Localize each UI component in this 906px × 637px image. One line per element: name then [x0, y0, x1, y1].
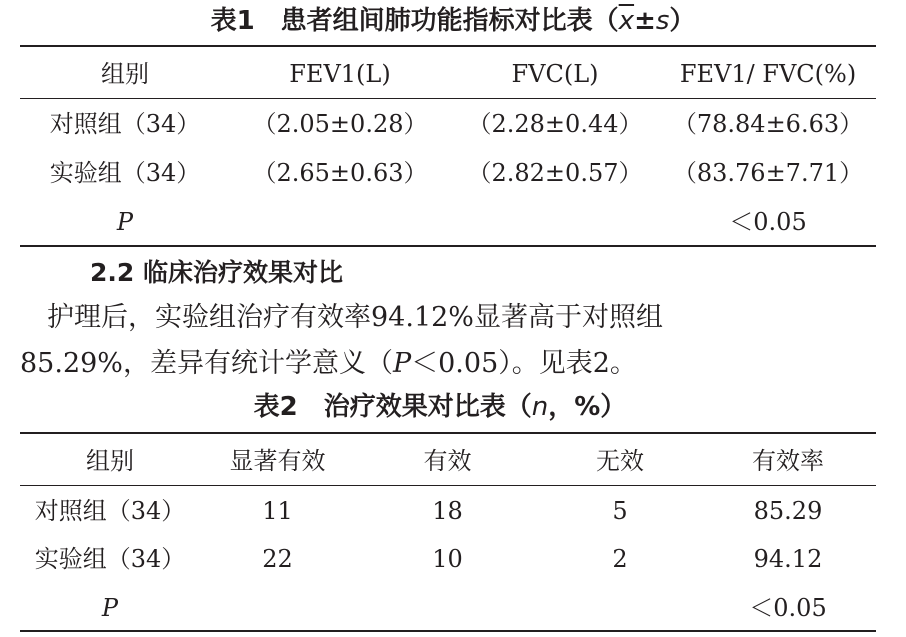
table1-row2-ratio: （83.76±7.71） — [672, 159, 864, 187]
table2-row2-ineffective: 2 — [612, 545, 628, 573]
table2-title — [0, 390, 880, 424]
table2-row1-group: 对照组（34） — [34, 497, 186, 525]
table1-row2-fev1: （2.65±0.63） — [252, 159, 428, 187]
table1-bottom-rule — [20, 245, 876, 247]
table2-p-label: P — [101, 594, 119, 622]
table2-row2-effective: 10 — [432, 545, 463, 573]
table2-bottom-rule — [20, 630, 876, 632]
table2-title-close: ，%） — [548, 392, 627, 422]
table2-row1-ineffective: 5 — [612, 497, 628, 525]
table2-row1-rate: 85.29 — [753, 497, 823, 525]
table1-row2-fvc: （2.82±0.57） — [467, 159, 643, 187]
table2-row1-effective: 18 — [432, 497, 463, 525]
table2-row2-rate: 94.12 — [753, 545, 823, 573]
table1-top-rule — [20, 45, 876, 47]
table1-row1-group: 对照组（34） — [49, 110, 201, 138]
table2-header-marked: 显著有效 — [229, 447, 326, 475]
table1-title-text: 表1 患者组间肺功能指标对比表（ — [210, 6, 619, 36]
table1-title-plusminus: ± — [634, 6, 656, 36]
table2-row2-marked: 22 — [262, 545, 293, 573]
paragraph-line-2 — [20, 342, 890, 386]
table2-header-rate: 有效率 — [752, 447, 824, 475]
table1-title-mean-symbol: $\overline{x}$ — [618, 6, 635, 36]
section-heading: 2.2 临床治疗效果对比 — [90, 258, 343, 287]
table1-row1-ratio: （78.84±6.63） — [672, 110, 864, 138]
table2-header-ineffective: 无效 — [596, 447, 644, 475]
table1-header-group: 组别 — [101, 60, 149, 88]
table2-p-value: ＜0.05 — [749, 594, 827, 622]
table1-row1-fev1: （2.05±0.28） — [252, 110, 428, 138]
table2-top-rule — [20, 432, 876, 434]
table1-title — [0, 4, 906, 38]
table2-row1-marked: 11 — [262, 497, 293, 525]
table1-p-value: ＜0.05 — [729, 208, 807, 236]
table1-title-close: ） — [669, 6, 696, 36]
table1-header-fvc: FVC(L) — [511, 60, 599, 88]
table2-title-n-symbol: n — [531, 392, 549, 422]
table2-row2-group: 实验组（34） — [34, 545, 186, 573]
paragraph-line-1: 护理后，实验组治疗有效率94.12%显著高于对照组 — [20, 302, 663, 333]
table1-title-sd-symbol: s — [655, 6, 670, 36]
paragraph-line-2-end: ＜0.05）。见表2。 — [411, 348, 637, 379]
table1-header-ratio: FEV1/ FVC(%) — [679, 60, 857, 88]
paragraph-line-2-start: 85.29%，差异有统计学意义（ — [20, 348, 393, 379]
table2-header-effective: 有效 — [423, 447, 472, 475]
table2-header-group: 组别 — [86, 447, 134, 475]
paragraph-p-symbol: P — [392, 348, 412, 379]
table1-row1-fvc: （2.28±0.44） — [467, 110, 643, 138]
table1-p-label: P — [116, 208, 134, 236]
table2-title-text: 表2 治疗效果对比表（ — [253, 392, 532, 422]
table1-header-rule — [20, 98, 876, 99]
table2-header-rule — [20, 485, 876, 486]
table1-header-fev1: FEV1(L) — [289, 60, 391, 88]
table1-row2-group: 实验组（34） — [49, 159, 201, 187]
